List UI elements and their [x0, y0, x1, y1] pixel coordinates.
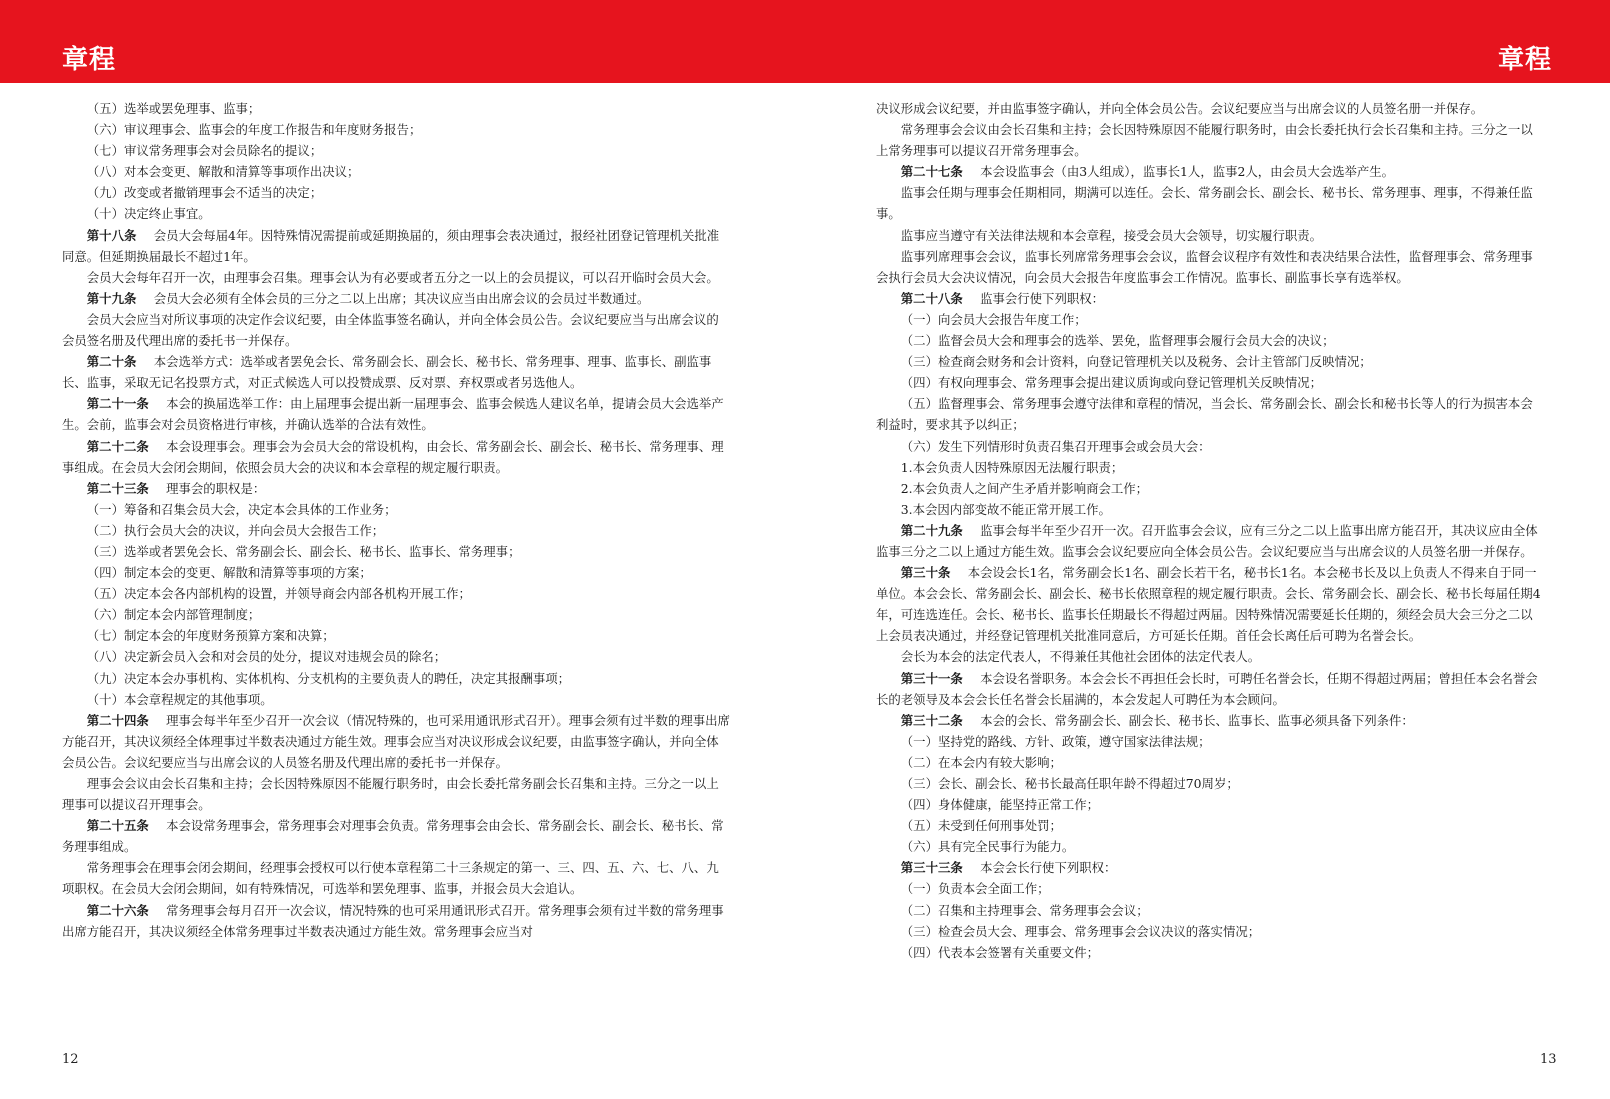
paragraph-text: （三）选举或者罢免会长、常务副会长、副会长、秘书长、监事长、常务理事； [86, 543, 521, 559]
paragraph-text: （六）审议理事会、监事会的年度工作报告和年度财务报告； [86, 122, 422, 138]
article-paragraph [62, 710, 730, 773]
header-bar [0, 0, 1610, 83]
paragraph-text: 会员大会应当对所议事项的决定作会议纪要，由全体监事签名确认，并向全体会员公告。会议纪要应当与出席会议的会员签名册及代理出席的委托书一并保存。 [62, 311, 719, 349]
paragraph-text: （八）决定新会员入会和对会员的处分，提议对违规会员的除名； [86, 649, 447, 665]
paragraph [876, 393, 1544, 435]
paragraph-text: （一）坚持党的路线、方针、政策，遵守国家法律法规； [900, 733, 1211, 749]
article-number: 第二十三条 [86, 480, 149, 496]
article-number: 第三十一条 [900, 670, 963, 686]
paragraph [876, 731, 1544, 752]
article-number: 第三十二条 [900, 712, 963, 728]
paragraph [876, 942, 1544, 963]
paragraph [62, 203, 730, 224]
paragraph-text: 监事应当遵守有关法律法规和本会章程，接受会员大会领导，切实履行职责。 [900, 227, 1323, 243]
paragraph [876, 225, 1544, 246]
paragraph-text: （一）筹备和召集会员大会，决定本会具体的工作业务； [86, 501, 397, 517]
article-number: 第二十五条 [86, 818, 149, 834]
paragraph-text: 本会设会长1名，常务副会长1名、副会长若干名，秘书长1名。本会秘书长及以上负责人不得来自于同一单位。本会会长、常务副会长、副会长、秘书长依照章程的规定履行职责。会长、常务副会长、副会长、秘书长每届任期4年，可连选连任。会长、秘书长、监事长任期最长不得超过两届。因特殊情况需要延长任期的，须经会员大会三分之二以上会员表决通过，并经登记管理机关批准同意后，方可延长任期。首任会长离任后可聘为名誉会长。 [876, 565, 1541, 644]
paragraph-text: （二）监督会员大会和理事会的选举、罢免，监督理事会履行会员大会的决议； [900, 333, 1335, 349]
article-number: 第十九条 [86, 290, 137, 306]
paragraph-text: 常务理事会会议由会长召集和主持；会长因特殊原因不能履行职务时，由会长委托执行会长召集和主持。三分之一以上常务理事可以提议召开常务理事会。 [876, 122, 1533, 159]
left-page-body [62, 98, 730, 942]
article-number: 第二十一条 [86, 396, 149, 412]
paragraph-text: 理事会的职权是： [166, 480, 266, 496]
paragraph-text: （六）发生下列情形时负责召集召开理事会或会员大会： [900, 438, 1211, 454]
paragraph-text: 会员大会必须有全体会员的三分之二以上出席；其决议应当由出席会议的会员过半数通过。 [153, 290, 650, 306]
paragraph [876, 457, 1544, 478]
paragraph [62, 562, 730, 583]
paragraph-text: 理事会每半年至少召开一次会议（情况特殊的，也可采用通讯形式召开）。理事会须有过半数的理事出席方能召开，其决议须经全体理事过半数表决通过方能生效。理事会应当对决议形成会议纪要，由监事签字确认，并向全体会员公告。会议纪要应当与出席会议的人员签名册及代理出席的委托书一并保存。 [62, 712, 730, 770]
paragraph [62, 267, 730, 288]
paragraph [876, 836, 1544, 857]
article-number: 第三十条 [900, 565, 951, 581]
paragraph-text: 本会会长行使下列职权： [980, 860, 1117, 876]
paragraph-text: 2.本会负责人之间产生矛盾并影响商会工作； [900, 480, 1149, 496]
article-number: 第二十八条 [900, 290, 963, 306]
paragraph-text: （四）身体健康，能坚持正常工作； [900, 797, 1100, 813]
article-number: 第十八条 [86, 227, 137, 243]
paragraph-text: 监事会每半年至少召开一次。召开监事会会议，应有三分之二以上监事出席方能召开，其决议应由全体监事三分之二以上通过方能生效。监事会会议纪要应向全体会员公告。会议纪要应当与出席会议的人员签名册一并保存。 [876, 522, 1538, 559]
article-number: 第二十七条 [900, 164, 963, 180]
paragraph-text: （五）监督理事会、常务理事会遵守法律和章程的情况，当会长、常务副会长、副会长和秘书长等人的行为损害本会利益时，要求其予以纠正； [876, 396, 1533, 433]
paragraph-text: 1.本会负责人因特殊原因无法履行职责； [900, 459, 1124, 475]
paragraph [876, 436, 1544, 457]
paragraph-text: 本会设名誉职务。本会会长不再担任会长时，可聘任名誉会长，任期不得超过两届；曾担任本会名誉会长的老领导及本会会长任名誉会长届满的，本会发起人可聘任为本会顾问。 [876, 670, 1538, 707]
paragraph-text: 本会选举方式：选举或者罢免会长、常务副会长、副会长、秘书长、常务理事、理事、监事长、副监事长、监事，采取无记名投票方式，对正式候选人可以投赞成票、反对票、弃权票或者另选他人。 [62, 354, 712, 391]
article-number: 第二十四条 [86, 712, 149, 728]
paragraph [876, 182, 1544, 224]
article-paragraph [62, 288, 730, 309]
paragraph-text: （十）决定终止事宜。 [86, 206, 211, 222]
paragraph [876, 921, 1544, 942]
article-number: 第二十条 [86, 354, 137, 370]
paragraph-text: （二）执行会员大会的决议，并向会员大会报告工作； [86, 522, 385, 538]
paragraph-text: （一）负责本会全面工作； [900, 881, 1050, 897]
paragraph-text: 本会设理事会。理事会为会员大会的常设机构，由会长、常务副会长、副会长、秘书长、常务理事、理事组成。在会员大会闭会期间，依照会员大会的决议和本会章程的规定履行职责。 [62, 438, 724, 475]
paragraph-text: 常务理事会在理事会闭会期间，经理事会授权可以行使本章程第二十三条规定的第一、三、四、五、六、七、八、九项职权。在会员大会闭会期间，如有特殊情况，可选举和罢免理事、监事，并报会员大会追认。 [62, 860, 719, 897]
article-number: 第二十二条 [86, 438, 149, 454]
page-number-right: 13 [1540, 1052, 1557, 1067]
paragraph-text: （一）向会员大会报告年度工作； [900, 311, 1087, 327]
paragraph-text: 理事会会议由会长召集和主持；会长因特殊原因不能履行职务时，由会长委托常务副会长召集和主持。三分之一以上理事可以提议召开理事会。 [62, 776, 719, 813]
article-paragraph [876, 161, 1544, 182]
article-paragraph [62, 815, 730, 857]
paragraph-text: （四）代表本会签署有关重要文件； [900, 944, 1100, 960]
paragraph-text: 本会设常务理事会，常务理事会对理事会负责。常务理事会由会长、常务副会长、副会长、秘书长、常务理事组成。 [62, 818, 724, 855]
paragraph-text: 3.本会因内部变故不能正常开展工作。 [900, 501, 1111, 517]
article-paragraph [876, 562, 1544, 646]
paragraph [876, 119, 1544, 161]
paragraph-text: （五）决定本会各内部机构的设置，并领导商会内部各机构开展工作； [86, 586, 471, 602]
paragraph-text: 会员大会每年召开一次，由理事会召集。理事会认为有必要或者五分之一以上的会员提议，可以召开临时会员大会。 [86, 269, 719, 285]
paragraph-text: （六）具有完全民事行为能力。 [900, 839, 1075, 855]
article-paragraph [876, 288, 1544, 309]
paragraph-text: （八）对本会变更、解散和清算等事项作出决议； [86, 164, 360, 180]
paragraph-text: （四）制定本会的变更、解散和清算等事项的方案； [86, 565, 372, 581]
paragraph [876, 309, 1544, 330]
paragraph [62, 309, 730, 351]
paragraph [876, 246, 1544, 288]
paragraph-text: （九）改变或者撤销理事会不适当的决定； [86, 185, 323, 201]
paragraph [62, 625, 730, 646]
paragraph-text: （二）在本会内有较大影响； [900, 754, 1062, 770]
paragraph-text: 决议形成会议纪要，并由监事签字确认，并向全体会员公告。会议纪要应当与出席会议的人员签名册一并保存。 [876, 101, 1484, 116]
paragraph [876, 900, 1544, 921]
paragraph-text: 本会设监事会（由3人组成），监事长1人，监事2人，由会员大会选举产生。 [980, 164, 1395, 180]
paragraph-text: （七）审议常务理事会对会员除名的提议； [86, 143, 323, 159]
paragraph [62, 499, 730, 520]
paragraph-text: （二）召集和主持理事会、常务理事会会议； [900, 902, 1149, 918]
paragraph-text: 会员大会每届4年。因特殊情况需提前或延期换届的，须由理事会表决通过，报经社团登记管理机关批准同意。但延期换届最长不超过1年。 [62, 227, 720, 264]
paragraph [876, 98, 1544, 119]
paragraph [876, 752, 1544, 773]
paragraph [876, 773, 1544, 794]
paragraph-text: （四）有权向理事会、常务理事会提出建议质询或向登记管理机关反映情况； [900, 375, 1323, 391]
paragraph-text: 常务理事会每月召开一次会议，情况特殊的也可采用通讯形式召开。常务理事会须有过半数的常务理事出席方能召开，其决议须经全体常务理事过半数表决通过方能生效。常务理事会应当对 [62, 902, 724, 939]
header-title-left: 章程 [62, 45, 117, 75]
paragraph-text: （五）未受到任何刑事处罚； [900, 818, 1062, 834]
paragraph-text: （六）制定本会内部管理制度； [86, 607, 261, 623]
paragraph [876, 478, 1544, 499]
paragraph [62, 161, 730, 182]
paragraph-text: （九）决定本会办事机构、实体机构、分支机构的主要负责人的聘任，决定其报酬事项； [86, 670, 571, 686]
article-paragraph [62, 393, 730, 435]
article-number: 第三十三条 [900, 860, 963, 876]
paragraph-text: 监事会行使下列职权： [980, 290, 1105, 306]
paragraph [62, 668, 730, 689]
article-number: 第二十六条 [86, 902, 149, 918]
article-paragraph [876, 520, 1544, 562]
article-paragraph [876, 668, 1544, 710]
paragraph [62, 646, 730, 667]
paragraph [62, 140, 730, 161]
paragraph [876, 330, 1544, 351]
page-number-left: 12 [62, 1052, 79, 1067]
article-paragraph [62, 436, 730, 478]
paragraph-text: 本会的会长、常务副会长、副会长、秘书长、监事长、监事必须具备下列条件： [980, 712, 1414, 728]
paragraph-text: （七）制定本会的年度财务预算方案和决算； [86, 628, 335, 644]
paragraph [62, 119, 730, 140]
article-paragraph [62, 478, 730, 499]
paragraph-text: 监事列席理事会会议，监事长列席常务理事会会议，监督会议程序有效性和表决结果合法性，监督理事会、常务理事会执行会员大会决议情况，向会员大会报告年度监事会工作情况。监事长、副监事长享有选举权。 [876, 248, 1533, 285]
article-number: 第二十九条 [900, 522, 963, 538]
article-paragraph [62, 900, 730, 942]
paragraph [876, 646, 1544, 667]
header-title-right: 章程 [1497, 45, 1552, 75]
paragraph-text: 本会的换届选举工作：由上届理事会提出新一届理事会、监事会候选人建议名单，提请会员大会选举产生。会前，监事会对会员资格进行审核，并确认选举的合法有效性。 [62, 396, 724, 433]
paragraph [62, 520, 730, 541]
paragraph [876, 499, 1544, 520]
paragraph [62, 689, 730, 710]
paragraph-text: （三）会长、副会长、秘书长最高任职年龄不得超过70周岁； [900, 776, 1239, 791]
paragraph [62, 857, 730, 899]
paragraph [876, 351, 1544, 372]
paragraph [62, 583, 730, 604]
paragraph-text: （三）检查会员大会、理事会、常务理事会会议决议的落实情况； [900, 923, 1261, 939]
article-paragraph [62, 351, 730, 393]
paragraph [62, 773, 730, 815]
paragraph [62, 182, 730, 203]
paragraph [62, 541, 730, 562]
paragraph [876, 372, 1544, 393]
paragraph-text: 会长为本会的法定代表人，不得兼任其他社会团体的法定代表人。 [900, 649, 1261, 665]
article-paragraph [62, 225, 730, 267]
paragraph-text: （三）检查商会财务和会计资料，向登记管理机关以及税务、会计主管部门反映情况； [900, 354, 1372, 370]
article-paragraph [876, 710, 1544, 731]
paragraph-text: （十）本会章程规定的其他事项。 [86, 691, 273, 707]
paragraph [62, 604, 730, 625]
paragraph [62, 98, 730, 119]
paragraph [876, 815, 1544, 836]
paragraph [876, 794, 1544, 815]
paragraph [876, 878, 1544, 899]
article-paragraph [876, 857, 1544, 878]
paragraph-text: 监事会任期与理事会任期相同，期满可以连任。会长、常务副会长、副会长、秘书长、常务理事、理事，不得兼任监事。 [876, 185, 1533, 222]
right-page-body [876, 98, 1544, 963]
paragraph-text: （五）选举或罢免理事、监事； [86, 101, 261, 116]
